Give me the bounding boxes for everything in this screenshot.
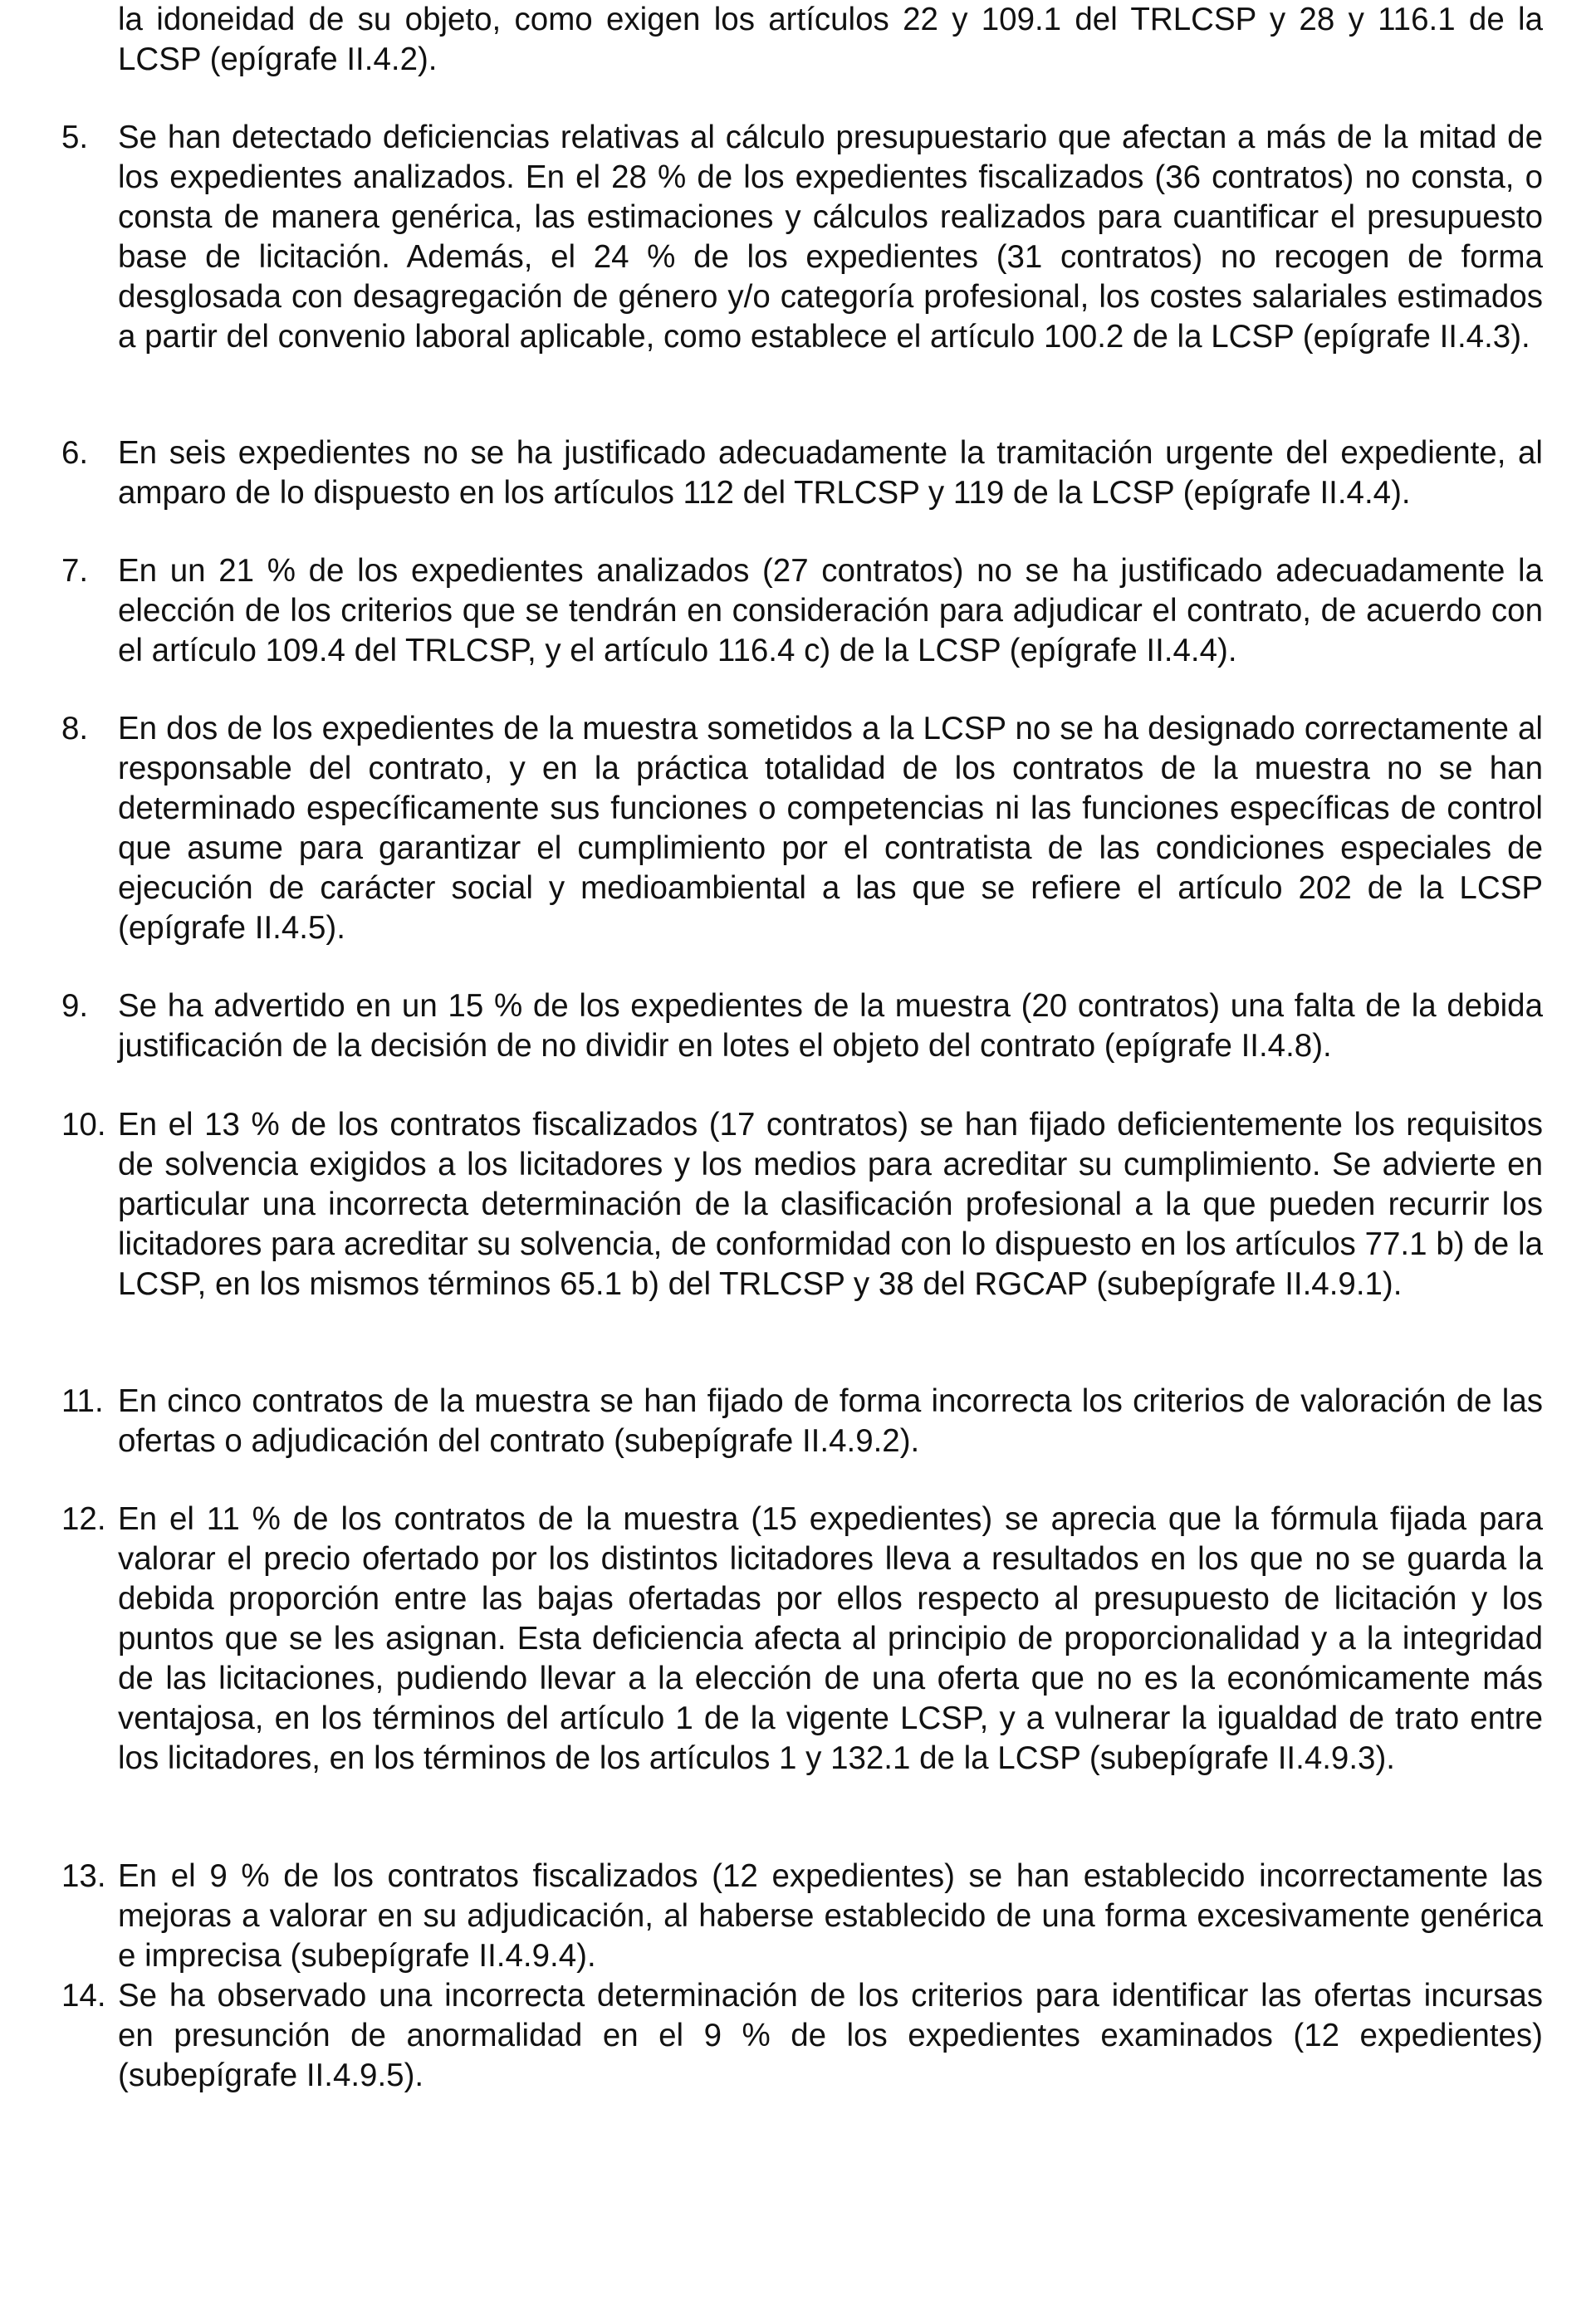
item-text: En el 13 % de los contratos fiscalizados (17 contratos) se han fijado deficientemente los requisitos de solvencia exigidos a los licitadores y los medios para acreditar su cumplimiento. Se advierte en particular una incorrecta determinación de la clasificación profesional a la que pueden recurrir los licitadores para acreditar su solvencia, de conformidad con lo dispuesto en los artículos 77.1 b) de la LCSP, en los mismos términos 65.1 b) del TRLCSP y 38 del RGCAP (subepígrafe II.4.9.1). <box>118 1107 1543 1302</box>
item-text: En el 11 % de los contratos de la muestra (15 expedientes) se aprecia que la fórmula fijada para valorar el precio ofertado por los distintos licitadores lleva a resultados en los que no se guarda la debida proporción entre las bajas ofertadas por ellos respecto al presupuesto de licitación y los puntos que se les asignan. Esta deficiencia afecta al principio de proporcionalidad y a la integridad de las licitaciones, pudiendo llevar a la elección de una oferta que no es la económicamente más ventajosa, en los términos del artículo 1 de la vigente LCSP, y a vulnerar la igualdad de trato entre los licitadores, en los términos de los artículos 1 y 132.1 de la LCSP (subepígrafe II.4.9.3). <box>118 1501 1543 1776</box>
item-text: En dos de los expedientes de la muestra sometidos a la LCSP no se ha designado correctamente al responsable del contrato, y en la práctica totalidad de los contratos de la muestra no se han determinado específicamente sus funciones o competencias ni las funciones específicas de control que asume para garantizar el cumplimiento por el contratista de las condiciones especiales de ejecución de carácter social y medioambiental a las que se refiere el artículo 202 de la LCSP (epígrafe II.4.5). <box>118 711 1543 946</box>
list-item-5 <box>61 118 1543 357</box>
list-item-11 <box>61 1382 1543 1461</box>
list-item-12 <box>61 1500 1543 1779</box>
list-item-10 <box>61 1105 1543 1304</box>
item-number: 6. <box>61 435 89 471</box>
item-text: Se han detectado deficiencias relativas al cálculo presupuestario que afectan a más de la mitad de los expedientes analizados. En el 28 % de los expedientes fiscalizados (36 contratos) no consta, o consta de manera genérica, las estimaciones y cálculos realizados para cuantificar el presupuesto base de licitación. Además, el 24 % de los expedientes (31 contratos) no recogen de forma desglosada con desagregación de género y/o categoría profesional, los costes salariales estimados a partir del convenio laboral aplicable, como establece el artículo 100.2 de la LCSP (epígrafe II.4.3). <box>118 120 1543 355</box>
item-text: En el 9 % de los contratos fiscalizados (12 expedientes) se han establecido incorrectamente las mejoras a valorar en su adjudicación, al haberse establecido de una forma excesivamente genérica e imprecisa (subepígrafe II.4.9.4). <box>118 1858 1543 1974</box>
item-number: 8. <box>61 711 89 746</box>
item-number: 9. <box>61 988 89 1024</box>
item-text: Se ha advertido en un 15 % de los expedientes de la muestra (20 contratos) una falta de la debida justificación de la decisión de no dividir en lotes el objeto del contrato (epígrafe II.4.8). <box>118 988 1543 1064</box>
item-number: 14. <box>61 1978 106 2014</box>
list-item-9 <box>61 986 1543 1066</box>
item-number: 7. <box>61 553 89 589</box>
item-number: 10. <box>61 1107 106 1143</box>
item-number: 13. <box>61 1858 106 1894</box>
list-item-13 <box>61 1857 1543 1976</box>
list-item-8 <box>61 709 1543 948</box>
item-number: 11. <box>61 1383 104 1419</box>
list-item-6 <box>61 433 1543 513</box>
item-text: Se ha observado una incorrecta determinación de los criterios para identificar las ofertas incursas en presunción de anormalidad en el 9 % de los expedientes examinados (12 expedientes) (subepígrafe II.4.9.5). <box>118 1978 1543 2093</box>
item-text: En seis expedientes no se ha justificado adecuadamente la tramitación urgente del expediente, al amparo de lo dispuesto en los artículos 112 del TRLCSP y 119 de la LCSP (epígrafe II.4.4). <box>118 435 1543 511</box>
item-number: 12. <box>61 1501 106 1537</box>
item-text: En cinco contratos de la muestra se han fijado de forma incorrecta los criterios de valoración de las ofertas o adjudicación del contrato (subepígrafe II.4.9.2). <box>118 1383 1543 1459</box>
item-text: En un 21 % de los expedientes analizados (27 contratos) no se ha justificado adecuadamente la elección de los criterios que se tendrán en consideración para adjudicar el contrato, de acuerdo con el artículo 109.4 del TRLCSP, y el artículo 116.4 c) de la LCSP (epígrafe II.4.4). <box>118 553 1543 668</box>
list-item-7 <box>61 551 1543 671</box>
item-number: 5. <box>61 120 89 155</box>
continuation-paragraph: la idoneidad de su objeto, como exigen los artículos 22 y 109.1 del TRLCSP y 28 y 116.1 de la LCSP (epígrafe II.4.2). <box>118 2 1543 77</box>
list-item-14 <box>61 1976 1543 2096</box>
